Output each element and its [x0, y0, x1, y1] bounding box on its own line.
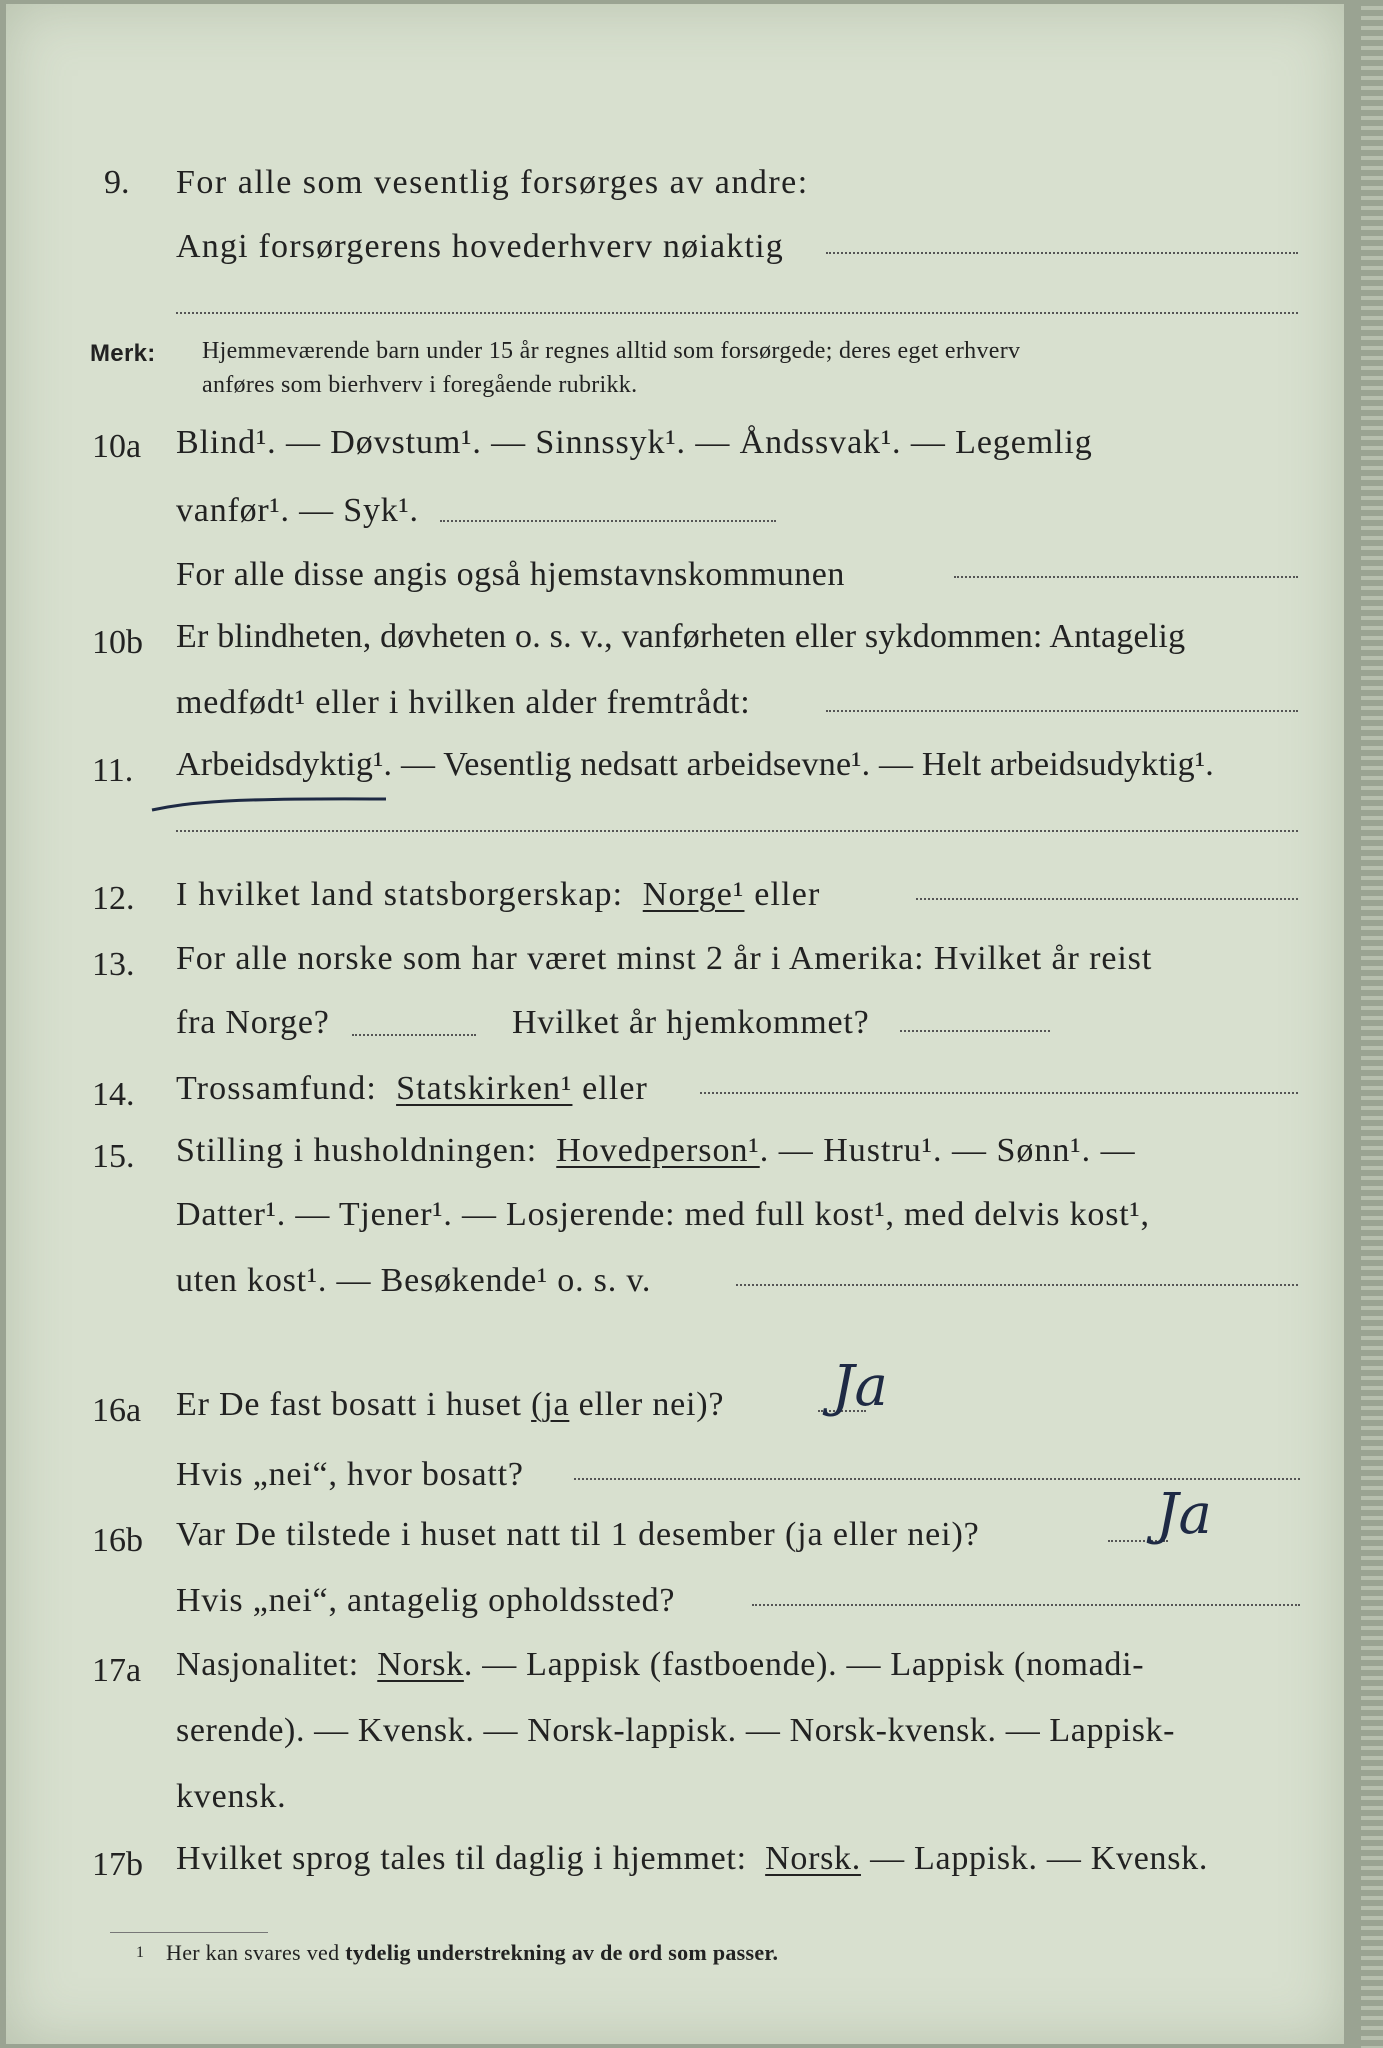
q14-answer: Statskirken¹: [396, 1070, 573, 1107]
q17b-number: 17b: [92, 1846, 143, 1883]
q14-prefix: Trossamfund:: [176, 1070, 377, 1107]
q9-line2: Angi forsørgerens hovederhverv nøiaktig: [176, 228, 784, 265]
q9-answer-line-2: [176, 312, 1298, 314]
q10a-line3: For alle disse angis også hjemstavnskommunen: [176, 556, 845, 593]
q10b-answer-line: [826, 710, 1298, 712]
q17a-line3: kvensk.: [176, 1778, 287, 1815]
page-edge: [1361, 0, 1383, 2048]
q15-answer: Hovedperson¹: [556, 1132, 760, 1169]
q12-suffix: eller: [754, 876, 821, 913]
footnote-text-a: Her kan svares ved: [166, 1940, 340, 1965]
footnote-rule: [110, 1932, 268, 1933]
q16a-number: 16a: [92, 1392, 142, 1429]
q16b-number: 16b: [92, 1522, 143, 1559]
q13-hjemkommet-line: [900, 1030, 1050, 1032]
q11-number: 11.: [92, 752, 134, 789]
q17b-line: [176, 1840, 1208, 1878]
q17a-rest: . — Lappisk (fastboende). — Lappisk (nomadi-: [463, 1646, 1145, 1683]
q10a-answer-line: [440, 520, 776, 522]
q17b-prefix: Hvilket sprog tales til daglig i hjemmet:: [176, 1840, 747, 1877]
footnote-text-b: tydelig understrekning av de ord som passer.: [345, 1940, 779, 1965]
merk-line2: anføres som bierhverv i foregående rubrikk.: [202, 372, 638, 398]
q10b-line1: Er blindheten, døvheten o. s. v., vanførheten eller sykdommen: Antagelig: [176, 618, 1186, 655]
q14-suffix: eller: [582, 1070, 648, 1107]
q9-line1: For alle som vesentlig forsørges av andre:: [176, 164, 809, 201]
q12-prefix: I hvilket land statsborgerskap:: [176, 876, 624, 913]
merk-line1: Hjemmeværende barn under 15 år regnes alltid som forsørgede; deres eget erhverv: [202, 338, 1021, 364]
q16a-bosatt-line: [574, 1478, 1300, 1480]
q11-rest: — Vesentlig nedsatt arbeidsevne¹. — Helt arbeidsudyktig¹.: [400, 746, 1214, 783]
q15-rest: . — Hustru¹. — Sønn¹. —: [759, 1132, 1136, 1169]
q17b-rest: — Lappisk. — Kvensk.: [870, 1840, 1209, 1877]
q17b-answer: Norsk.: [765, 1840, 861, 1877]
q13-reist-line: [352, 1034, 476, 1036]
q16a-prefix: Er De fast bosatt i huset: [176, 1386, 522, 1423]
q15-prefix: Stilling i husholdningen:: [176, 1132, 538, 1169]
q15-answer-line: [736, 1284, 1298, 1286]
q11-handwritten-underline: [150, 794, 390, 820]
q16b-handwritten-answer: Ja: [1156, 1482, 1212, 1547]
q17a-answer: Norsk: [377, 1646, 464, 1683]
footnote-text: [166, 1940, 778, 1966]
q11-answer-line: [176, 830, 1298, 832]
q16a-suffix: eller nei)?: [578, 1386, 725, 1423]
q12-answer: Norge¹: [642, 876, 745, 913]
q16a-line2: Hvis „nei“, hvor bosatt?: [176, 1456, 524, 1493]
q15-number: 15.: [92, 1138, 135, 1175]
merk-label: Merk:: [90, 340, 156, 367]
q16a-answer: (ja: [531, 1386, 570, 1423]
q9-answer-line: [826, 252, 1298, 254]
q9-number: 9.: [104, 164, 130, 201]
q10a-number: 10a: [92, 428, 142, 465]
q17a-line1: [176, 1646, 1144, 1684]
q12-line: [176, 876, 821, 914]
q14-line: [176, 1070, 648, 1108]
q17a-prefix: Nasjonalitet:: [176, 1646, 359, 1683]
q16b-line1: Var De tilstede i huset natt til 1 desember (ja eller nei)?: [176, 1516, 980, 1553]
footnote-mark: 1: [136, 1944, 145, 1961]
q10b-number: 10b: [92, 624, 143, 661]
q14-number: 14.: [92, 1076, 135, 1113]
q10a-line1: Blind¹. — Døvstum¹. — Sinnssyk¹. — Åndssvak¹. — Legemlig: [176, 424, 1093, 461]
q14-answer-line: [700, 1092, 1298, 1094]
q17a-number: 17a: [92, 1652, 142, 1689]
q10a-hjemstavn-line: [954, 576, 1298, 578]
q16a-handwritten-answer: Ja: [832, 1354, 888, 1419]
q15-line1: [176, 1132, 1136, 1170]
q12-answer-line: [916, 898, 1298, 900]
q11-answer: Arbeidsdyktig¹.: [176, 746, 393, 783]
q16b-opholdssted-line: [752, 1604, 1300, 1606]
q10b-line2: medfødt¹ eller i hvilken alder fremtrådt:: [176, 684, 751, 721]
q17a-line2: serende). — Kvensk. — Norsk-lappisk. — Norsk-kvensk. — Lappisk-: [176, 1712, 1176, 1749]
q13-number: 13.: [92, 946, 135, 983]
q16a-line1: [176, 1386, 724, 1424]
q10a-line2: vanfør¹. — Syk¹.: [176, 492, 419, 529]
q13-line2a: fra Norge?: [176, 1004, 330, 1041]
q15-line3: uten kost¹. — Besøkende¹ o. s. v.: [176, 1262, 652, 1299]
q16b-line2: Hvis „nei“, antagelig opholdssted?: [176, 1582, 676, 1619]
q13-line2b: Hvilket år hjemkommet?: [512, 1004, 870, 1041]
q12-number: 12.: [92, 880, 135, 917]
q11-line: [176, 746, 1214, 784]
q15-line2: Datter¹. — Tjener¹. — Losjerende: med full kost¹, med delvis kost¹,: [176, 1196, 1150, 1233]
q13-line1: For alle norske som har været minst 2 år i Amerika: Hvilket år reist: [176, 940, 1153, 977]
